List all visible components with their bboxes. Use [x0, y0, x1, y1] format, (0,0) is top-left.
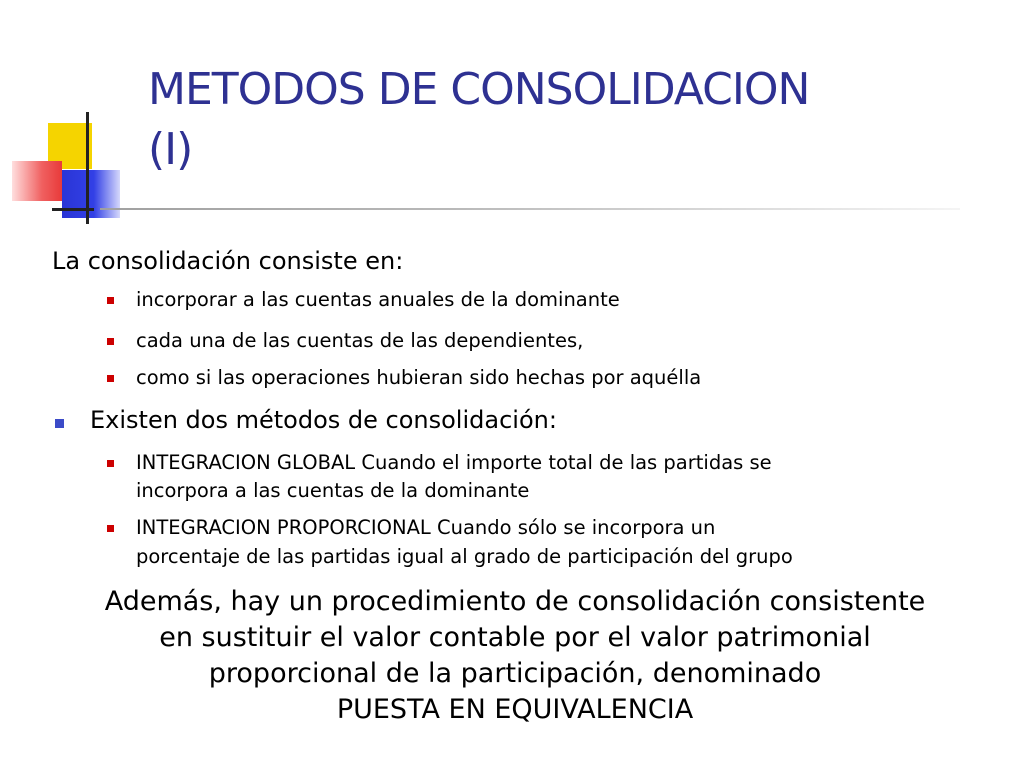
conclusion-line-2: en sustituir el valor contable por el valor patrimonial — [159, 622, 871, 653]
methods-heading: Existen dos métodos de consolidación: — [90, 406, 557, 434]
main-bullet-marker — [55, 419, 64, 428]
decorative-logo — [0, 0, 160, 240]
intro-text: La consolidación consiste en: — [52, 247, 404, 275]
slide-title-line-1: METODOS DE CONSOLIDACION — [148, 64, 810, 115]
conclusion-line-3: proporcional de la participación, denominado — [208, 658, 822, 689]
logo-horizontal-line — [52, 208, 94, 211]
method-1-line-2: incorpora a las cuentas de la dominante — [136, 479, 530, 502]
sub-bullet-marker — [107, 375, 114, 382]
conclusion-line-4: PUESTA EN EQUIVALENCIA — [336, 694, 694, 725]
slide-title-line-2: (I) — [148, 124, 193, 175]
sub-bullet-marker — [107, 460, 114, 467]
method-1-line-1: INTEGRACION GLOBAL Cuando el importe total de las partidas se — [136, 451, 772, 474]
conclusion-paragraph — [40, 584, 990, 728]
method-2-line-1: INTEGRACION PROPORCIONAL Cuando sólo se incorpora un — [136, 516, 716, 539]
intro-item-1: incorporar a las cuentas anuales de la dominante — [136, 288, 620, 311]
intro-item-3: como si las operaciones hubieran sido hechas por aquélla — [136, 366, 702, 389]
intro-item-2: cada una de las cuentas de las dependientes, — [136, 329, 584, 352]
logo-red-square — [12, 161, 62, 201]
sub-bullet-marker — [107, 338, 114, 345]
conclusion-line-1: Además, hay un procedimiento de consolidación consistente — [104, 586, 926, 617]
sub-bullet-marker — [107, 525, 114, 532]
slide-title — [148, 60, 1008, 180]
method-2-line-2: porcentaje de las partidas igual al grado de participación del grupo — [136, 545, 793, 568]
title-divider — [100, 208, 960, 210]
sub-bullet-marker — [107, 297, 114, 304]
